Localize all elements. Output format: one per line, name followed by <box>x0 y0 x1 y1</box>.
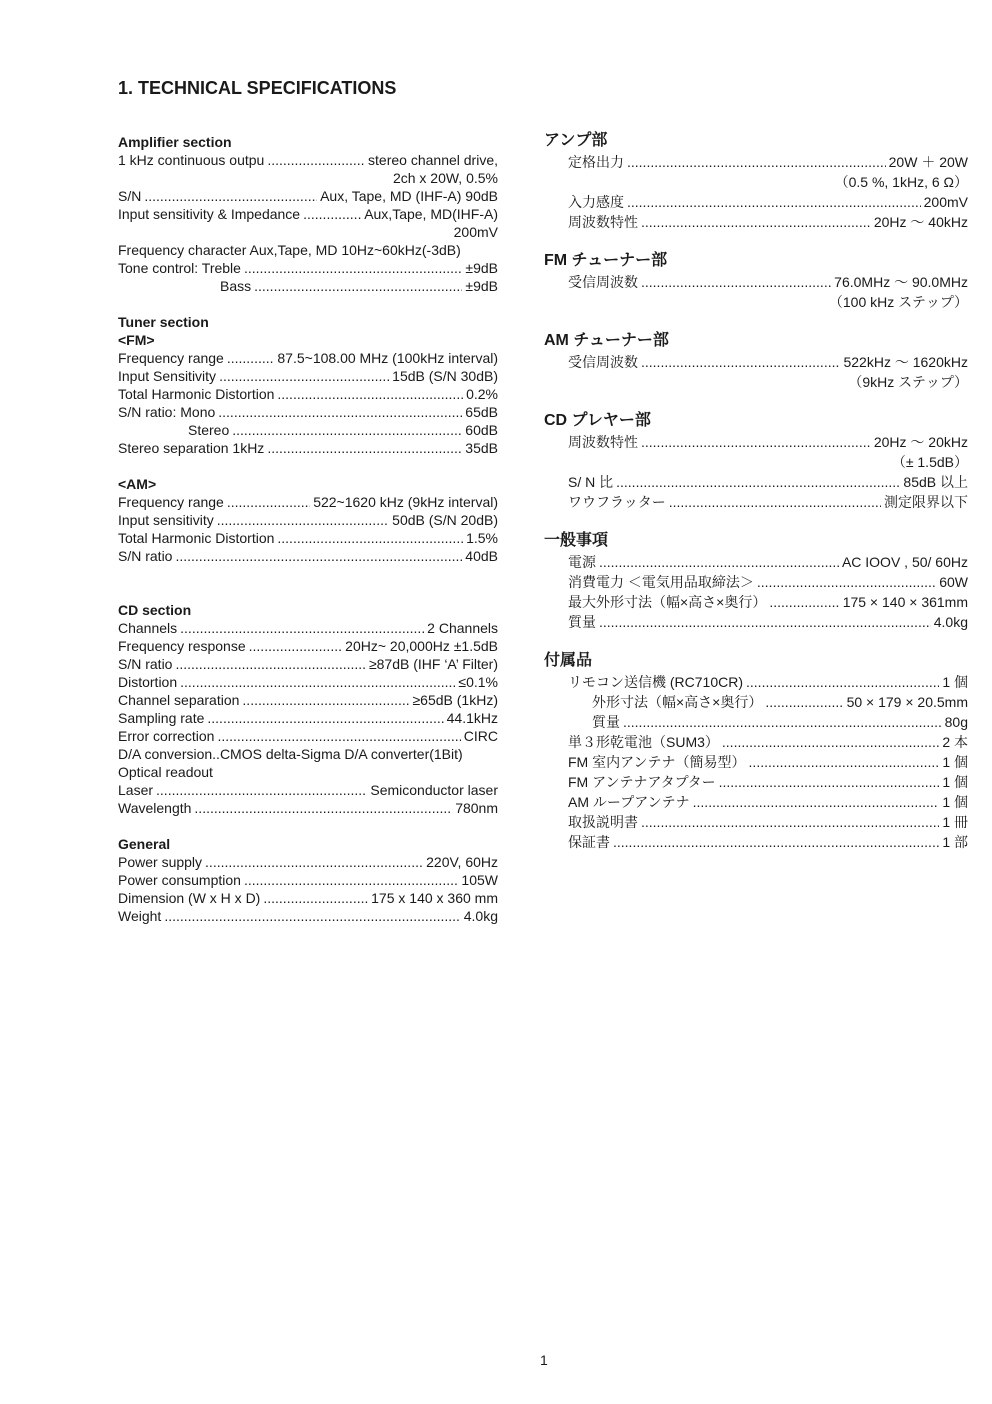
spec-label: FM アンテナアタプター <box>568 774 716 790</box>
spec-row <box>544 613 968 633</box>
spec-label: Weight <box>118 908 162 924</box>
spec-row <box>544 713 968 733</box>
spec-value: 35dB <box>465 440 498 456</box>
spec-value: ≥87dB (IHF ‘A’ Filter) <box>368 656 498 672</box>
jp-section-heading-am: AM チューナー部 <box>544 332 669 349</box>
spec-value: 220V, 60Hz <box>426 854 498 870</box>
spec-row <box>118 655 498 673</box>
dot-leader <box>217 511 389 529</box>
dot-leader <box>244 259 462 277</box>
dot-leader <box>613 833 939 851</box>
spec-row <box>118 727 498 745</box>
spec-value: Aux, Tape, MD (IHF-A) 90dB <box>320 188 498 204</box>
spec-row <box>118 871 498 889</box>
spec-value: 60dB <box>465 422 498 438</box>
spec-row <box>544 553 968 573</box>
dot-leader <box>641 213 871 231</box>
spec-value: stereo channel drive, <box>368 152 498 168</box>
spec-row <box>544 833 968 853</box>
spec-label: 最大外形寸法（幅×高さ×奥行） <box>568 594 767 610</box>
spec-row <box>544 493 968 513</box>
general-heading: General <box>118 836 171 852</box>
spec-row <box>118 889 498 907</box>
spec-label: S/N <box>118 188 142 204</box>
spec-value: 20Hz~ 20,000Hz ±1.5dB <box>345 638 498 654</box>
spec-label: Frequency response <box>118 638 246 654</box>
spec-value: 1 部 <box>942 834 968 850</box>
spec-row <box>118 277 498 295</box>
spec-label: 電源 <box>568 554 596 570</box>
spec-label: Error correction <box>118 728 215 744</box>
spec-row <box>118 511 498 529</box>
dot-leader <box>267 439 462 457</box>
dot-leader <box>207 709 443 727</box>
spec-value: 87.5~108.00 MHz (100kHz interval) <box>277 350 498 366</box>
dot-leader <box>217 727 460 745</box>
spec-value: 50dB (S/N 20dB) <box>392 512 498 528</box>
spec-value: 105W <box>461 872 498 888</box>
spec-row <box>118 673 498 691</box>
spec-label: 取扱説明書 <box>568 814 638 830</box>
dot-leader <box>599 613 931 631</box>
dot-leader <box>641 353 840 371</box>
spec-value: 2 本 <box>942 734 968 750</box>
dot-leader <box>244 871 458 889</box>
spec-label: Stereo <box>188 422 230 438</box>
spec-value: ±9dB <box>465 260 498 276</box>
spec-row <box>118 151 498 169</box>
spec-row <box>544 573 968 593</box>
spec-label: 質量 <box>592 714 620 730</box>
spec-row <box>118 619 498 637</box>
dot-leader <box>277 385 463 403</box>
spec-label: 1 kHz continuous outpu <box>118 152 265 168</box>
spec-value: 50 × 179 × 20.5mm <box>846 694 968 710</box>
dot-leader <box>219 367 389 385</box>
spec-label: 外形寸法（幅×高さ×奥行） <box>592 694 763 710</box>
spec-label: Channels <box>118 620 178 636</box>
spec-row <box>118 781 498 799</box>
dot-leader <box>627 193 921 211</box>
spacer <box>544 393 968 411</box>
spacer <box>118 565 498 601</box>
jp-section-heading-amp: アンプ部 <box>544 132 608 149</box>
tuner-heading: Tuner section <box>118 314 209 330</box>
dot-leader <box>303 205 361 223</box>
spec-label: S/N ratio <box>118 656 173 672</box>
spacer <box>544 313 968 331</box>
spec-value: 1.5% <box>466 530 498 546</box>
dot-leader <box>144 187 317 205</box>
spec-value: 20W ＋ 20W <box>888 154 968 170</box>
dot-leader <box>232 421 462 439</box>
spec-value: 60W <box>939 574 968 590</box>
page-number: 1 <box>540 1352 548 1368</box>
spec-label: Input sensitivity <box>118 512 214 528</box>
spec-value: 175 × 140 × 361mm <box>842 594 968 610</box>
dot-leader <box>669 493 881 511</box>
am-subheading: <AM> <box>118 476 157 492</box>
spec-label: S/N ratio: Mono <box>118 404 216 420</box>
dot-leader <box>641 813 939 831</box>
dot-leader <box>722 733 939 751</box>
spec-row <box>544 813 968 833</box>
spec-value: ≤0.1% <box>458 674 498 690</box>
spec-continuation: 2ch x 20W, 0.5% <box>392 170 498 186</box>
spec-row <box>544 433 968 453</box>
dot-leader <box>616 473 900 491</box>
dot-leader <box>267 151 365 169</box>
spacer <box>544 513 968 531</box>
spec-row <box>118 691 498 709</box>
spec-label: Stereo separation 1kHz <box>118 440 265 456</box>
dot-leader <box>242 691 409 709</box>
spec-row <box>118 385 498 403</box>
spec-label: Input sensitivity & Impedance <box>118 206 301 222</box>
spec-label: S/ N 比 <box>568 474 614 490</box>
spec-row <box>118 799 498 817</box>
spec-continuation: 200mV <box>453 224 498 240</box>
english-specs-column <box>118 133 498 925</box>
spec-line: Frequency character Aux,Tape, MD 10Hz~60kHz(-3dB) <box>118 242 461 258</box>
dot-leader <box>757 573 936 591</box>
spec-row <box>544 693 968 713</box>
dot-leader <box>175 655 365 673</box>
spec-row <box>118 853 498 871</box>
spec-row <box>544 193 968 213</box>
dot-leader <box>627 153 886 171</box>
spec-value: 522kHz ～ 1620kHz <box>843 354 968 370</box>
dot-leader <box>156 781 367 799</box>
dot-leader <box>194 799 452 817</box>
spec-value: Aux,Tape, MD(IHF-A) <box>364 206 498 222</box>
spec-value: 1 個 <box>942 674 968 690</box>
spec-row <box>118 529 498 547</box>
spec-value: 85dB 以上 <box>903 474 968 490</box>
spec-value: 0.2% <box>466 386 498 402</box>
spec-row <box>118 259 498 277</box>
spec-value: 780nm <box>455 800 498 816</box>
spec-value: 20Hz ～ 40kHz <box>873 214 968 230</box>
dot-leader <box>769 593 839 611</box>
spec-label: 保証書 <box>568 834 610 850</box>
spacer <box>118 295 498 313</box>
spacer <box>118 817 498 835</box>
spec-row <box>118 403 498 421</box>
spacer <box>544 633 968 651</box>
japanese-specs-column <box>544 131 968 853</box>
dot-leader <box>164 907 460 925</box>
spec-label: Power consumption <box>118 872 241 888</box>
spec-row <box>544 773 968 793</box>
spec-label: AM ループアンテナ <box>568 794 690 810</box>
spec-value: 44.1kHz <box>446 710 498 726</box>
spec-label: 単３形乾電池（SUM3） <box>568 734 719 750</box>
spec-label: Dimension (W x H x D) <box>118 890 261 906</box>
spec-value: 76.0MHz ～ 90.0MHz <box>834 274 968 290</box>
spec-label: ワウフラッター <box>568 494 666 510</box>
dot-leader <box>218 403 462 421</box>
dot-leader <box>641 433 871 451</box>
spec-row <box>544 793 968 813</box>
spec-row <box>118 349 498 367</box>
spec-row <box>544 733 968 753</box>
spec-continuation: （100 kHz ステップ） <box>828 294 968 310</box>
dot-leader <box>227 349 275 367</box>
spec-label: 消費電力 ＜電気用品取締法＞ <box>568 574 754 590</box>
dot-leader <box>175 547 462 565</box>
spec-label: 入力感度 <box>568 194 624 210</box>
spec-continuation: （9kHz ステップ） <box>848 374 968 390</box>
spec-label: Frequency range <box>118 350 224 366</box>
jp-section-heading-general: 一般事項 <box>544 532 609 549</box>
spec-value: 1 個 <box>942 774 968 790</box>
spec-label: Distortion <box>118 674 178 690</box>
spec-value: 40dB <box>465 548 498 564</box>
spec-row <box>544 213 968 233</box>
dot-leader <box>249 637 343 655</box>
page-title: 1. TECHNICAL SPECIFICATIONS <box>118 78 397 98</box>
fm-subheading: <FM> <box>118 332 155 348</box>
dot-leader <box>227 493 310 511</box>
spacer <box>118 457 498 475</box>
spec-label: Wavelength <box>118 800 192 816</box>
spec-value: Semiconductor laser <box>370 782 498 798</box>
jp-section-heading-cd: CD プレヤー部 <box>544 412 651 429</box>
spec-row <box>118 907 498 925</box>
spec-label: 受信周波数 <box>568 274 638 290</box>
spec-label: Power supply <box>118 854 203 870</box>
dot-leader <box>641 273 831 291</box>
spec-value: AC IOOV , 50/ 60Hz <box>841 554 968 570</box>
spec-label: 質量 <box>568 614 596 630</box>
spec-row <box>118 637 498 655</box>
spec-label: Total Harmonic Distortion <box>118 386 275 402</box>
spec-label: 受信周波数 <box>568 354 638 370</box>
spec-value: 1 個 <box>942 794 968 810</box>
spec-continuation: （0.5 %, 1kHz, 6 Ω） <box>834 174 968 190</box>
spec-row <box>544 593 968 613</box>
spec-value: 1 個 <box>942 754 968 770</box>
dot-leader <box>180 673 455 691</box>
spec-label: Sampling rate <box>118 710 205 726</box>
jp-section-heading-accessories: 付属品 <box>544 652 593 669</box>
spec-label: Channel separation <box>118 692 240 708</box>
spec-label: 周波数特性 <box>568 214 638 230</box>
spec-value: 4.0kg <box>463 908 498 924</box>
spec-value: 4.0kg <box>933 614 968 630</box>
spec-value: 20Hz ～ 20kHz <box>873 434 968 450</box>
spacer <box>544 233 968 251</box>
spec-row <box>544 673 968 693</box>
spec-label: Bass <box>220 278 252 294</box>
spec-value: 測定限界以下 <box>884 494 968 510</box>
amplifier-heading: Amplifier section <box>118 134 232 150</box>
spec-label: Total Harmonic Distortion <box>118 530 275 546</box>
dot-leader <box>277 529 463 547</box>
spec-label: Tone control: Treble <box>118 260 241 276</box>
jp-section-heading-fm: FM チューナー部 <box>544 252 668 269</box>
dot-leader <box>180 619 424 637</box>
dot-leader <box>693 793 940 811</box>
spec-label: Frequency range <box>118 494 224 510</box>
spec-row <box>544 353 968 373</box>
spec-row <box>544 273 968 293</box>
dot-leader <box>746 673 939 691</box>
spec-value: 65dB <box>465 404 498 420</box>
spec-value: CIRC <box>463 728 498 744</box>
spec-value: 15dB (S/N 30dB) <box>392 368 498 384</box>
spec-value: 200mV <box>923 194 968 210</box>
spec-label: Laser <box>118 782 154 798</box>
spec-row <box>118 421 498 439</box>
spec-row <box>544 153 968 173</box>
spec-label: リモコン送信機 (RC710CR) <box>568 674 744 690</box>
spec-value: 522~1620 kHz (9kHz interval) <box>313 494 498 510</box>
spec-label: Input Sensitivity <box>118 368 217 384</box>
dot-leader <box>263 889 368 907</box>
spec-row <box>118 493 498 511</box>
spec-row <box>544 473 968 493</box>
spec-label: 定格出力 <box>568 154 624 170</box>
dot-leader <box>623 713 942 731</box>
dot-leader <box>765 693 843 711</box>
spec-label: 周波数特性 <box>568 434 638 450</box>
spec-row <box>118 439 498 457</box>
spec-value: ±9dB <box>465 278 498 294</box>
spec-value: 1 冊 <box>942 814 968 830</box>
spec-value: 80g <box>944 714 968 730</box>
spec-line: D/A conversion..CMOS delta-Sigma D/A converter(1Bit) <box>118 746 463 762</box>
spec-value: 2 Channels <box>427 620 498 636</box>
dot-leader <box>719 773 940 791</box>
spec-label: FM 室内アンテナ（簡易型） <box>568 754 746 770</box>
spec-row <box>118 547 498 565</box>
spec-row <box>118 367 498 385</box>
spec-row <box>118 709 498 727</box>
dot-leader <box>205 853 423 871</box>
spec-label: S/N ratio <box>118 548 173 564</box>
spec-row <box>118 187 498 205</box>
spec-row <box>118 205 498 223</box>
dot-leader <box>254 277 462 295</box>
dot-leader <box>749 753 940 771</box>
spec-continuation: （± 1.5dB） <box>891 454 968 470</box>
spec-row <box>544 753 968 773</box>
spec-line: Optical readout <box>118 764 213 780</box>
cd-heading: CD section <box>118 602 192 618</box>
spec-value: 175 x 140 x 360 mm <box>371 890 498 906</box>
dot-leader <box>599 553 839 571</box>
spec-value: ≥65dB (1kHz) <box>412 692 498 708</box>
